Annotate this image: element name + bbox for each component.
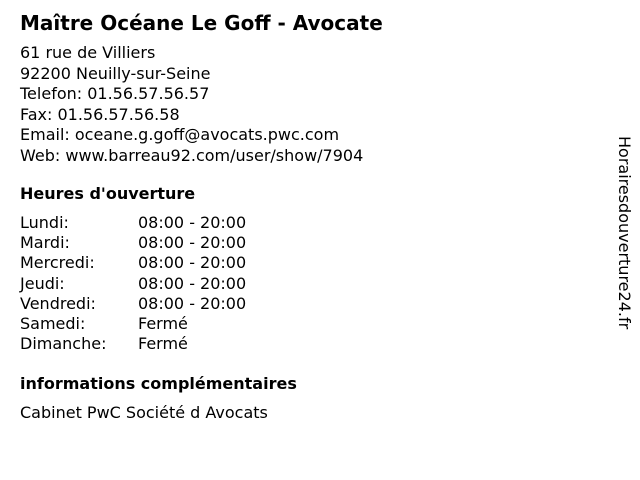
- day-hours: Fermé: [138, 313, 188, 333]
- day-label: Dimanche:: [20, 334, 107, 354]
- day-hours: 08:00 - 20:00: [138, 293, 247, 313]
- day-hours: Fermé: [138, 334, 188, 354]
- day-hours: 08:00 - 20:00: [138, 233, 247, 253]
- day-hours: 08:00 - 20:00: [138, 273, 247, 293]
- day-label: Mercredi:: [20, 253, 95, 273]
- day-label: Vendredi:: [20, 293, 96, 313]
- website-address: Web: www.barreau92.com/user/show/7904: [20, 145, 364, 165]
- email-address: Email: oceane.g.goff@avocats.pwc.com: [20, 125, 340, 144]
- site-watermark: Horairesdouverture24.fr: [615, 136, 634, 330]
- additional-info-heading: informations complémentaires: [20, 374, 297, 393]
- phone-number: Telefon: 01.56.57.56.57: [20, 84, 210, 103]
- city-postcode: 92200 Neuilly-sur-Seine: [20, 63, 211, 83]
- day-label: Jeudi:: [20, 273, 65, 293]
- contact-block: [20, 43, 363, 166]
- street-address: 61 rue de Villiers: [20, 43, 156, 62]
- day-label: Samedi:: [20, 313, 86, 333]
- day-label: Mardi:: [20, 233, 70, 253]
- page-title: Maître Océane Le Goff - Avocate: [20, 11, 383, 35]
- day-hours: 08:00 - 20:00: [138, 253, 247, 273]
- opening-hours-heading: Heures d'ouverture: [20, 184, 196, 203]
- day-label: Lundi:: [20, 213, 69, 232]
- day-hours: 08:00 - 20:00: [138, 213, 247, 232]
- fax-number: Fax: 01.56.57.56.58: [20, 104, 180, 124]
- additional-info-text: Cabinet PwC Société d Avocats: [20, 403, 268, 422]
